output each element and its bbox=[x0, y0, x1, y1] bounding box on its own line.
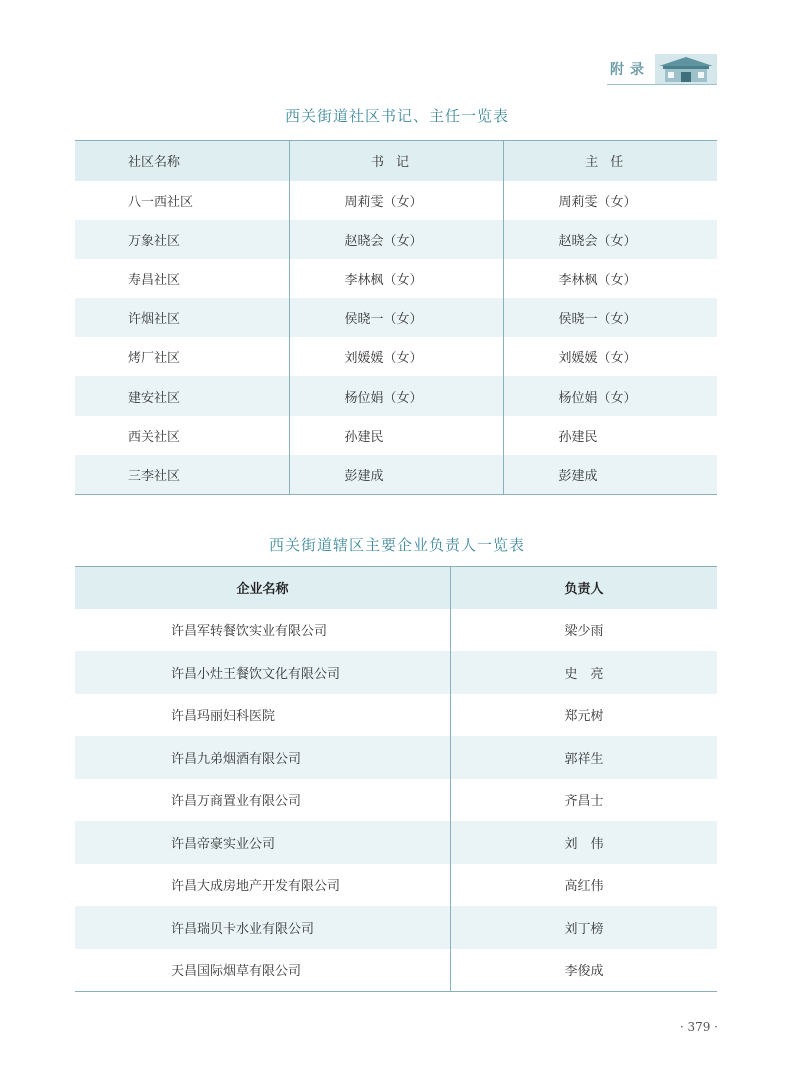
table-row bbox=[75, 779, 717, 822]
table-row bbox=[75, 694, 717, 737]
table-row bbox=[75, 609, 717, 652]
leader-name: 高红伟 bbox=[451, 864, 718, 907]
enterprise-name: 天昌国际烟草有限公司 bbox=[171, 964, 302, 979]
secretary-name: 李林枫（女） bbox=[289, 259, 503, 298]
director-name: 彭建成 bbox=[503, 455, 717, 494]
table1-title: 西关街道社区书记、主任一览表 bbox=[284, 107, 509, 125]
leader-name: 齐昌士 bbox=[451, 779, 718, 822]
enterprise-name: 许昌军转餐饮实业有限公司 bbox=[171, 624, 328, 640]
secretary-name: 彭建成 bbox=[289, 455, 503, 494]
table-header-row bbox=[75, 567, 717, 609]
table-row bbox=[75, 455, 717, 494]
header-section-tag bbox=[607, 54, 717, 84]
secretary-name: 杨位娟（女） bbox=[289, 376, 503, 415]
table-row bbox=[75, 864, 717, 907]
community-name: 寿昌社区 bbox=[128, 272, 181, 288]
enterprise-name: 许昌九弟烟酒有限公司 bbox=[75, 736, 451, 779]
leader-name: 李俊成 bbox=[451, 949, 718, 992]
column-header: 主任 bbox=[503, 141, 717, 181]
table-row bbox=[75, 220, 717, 259]
community-name: 八一西社区 bbox=[128, 194, 194, 210]
community-leaders-table bbox=[75, 140, 717, 495]
community-name: 三李社区 bbox=[75, 455, 289, 494]
gate-building-icon bbox=[655, 54, 717, 84]
table2-title: 西关街道辖区主要企业负责人一览表 bbox=[268, 536, 525, 554]
leader-name: 郑元树 bbox=[451, 694, 718, 737]
enterprise-name: 许昌小灶王餐饮文化有限公司 bbox=[75, 651, 451, 694]
table-row bbox=[75, 906, 717, 949]
table-row bbox=[75, 651, 717, 694]
director-name: 杨位娟（女） bbox=[503, 376, 717, 415]
page-number: · 379 · bbox=[679, 1020, 718, 1034]
table-row bbox=[75, 298, 717, 337]
table-row bbox=[75, 337, 717, 376]
table-header-row bbox=[75, 141, 717, 181]
director-name: 李林枫（女） bbox=[503, 259, 717, 298]
table-row bbox=[75, 181, 717, 220]
column-header: 负责人 bbox=[451, 567, 718, 609]
leader-name: 郭祥生 bbox=[451, 736, 718, 779]
community-name: 西关社区 bbox=[128, 429, 181, 445]
table-row bbox=[75, 949, 717, 992]
secretary-name: 赵晓会（女） bbox=[289, 220, 503, 259]
enterprise-leaders-table bbox=[75, 566, 717, 992]
secretary-name: 侯晓一（女） bbox=[289, 298, 503, 337]
leader-name: 史 亮 bbox=[451, 651, 718, 694]
table-row bbox=[75, 376, 717, 415]
table-row bbox=[75, 259, 717, 298]
table-row bbox=[75, 416, 717, 455]
leader-name: 梁少雨 bbox=[451, 609, 718, 652]
column-header: 书记 bbox=[289, 141, 503, 181]
director-name: 侯晓一（女） bbox=[503, 298, 717, 337]
leader-name: 刘 伟 bbox=[451, 821, 718, 864]
leader-name: 刘丁榜 bbox=[451, 906, 718, 949]
column-header: 企业名称 bbox=[75, 567, 451, 609]
section-label: 附录 bbox=[610, 62, 650, 78]
community-name: 万象社区 bbox=[75, 220, 289, 259]
table-row bbox=[75, 821, 717, 864]
secretary-name: 孙建民 bbox=[289, 416, 503, 455]
enterprise-name: 许昌帝豪实业公司 bbox=[75, 821, 451, 864]
table-row bbox=[75, 736, 717, 779]
enterprise-name: 许昌万商置业有限公司 bbox=[171, 794, 302, 810]
community-name: 烤厂社区 bbox=[128, 351, 181, 367]
enterprise-name: 许昌瑞贝卡水业有限公司 bbox=[75, 906, 451, 949]
community-name: 许烟社区 bbox=[75, 298, 289, 337]
director-name: 周莉雯（女） bbox=[503, 181, 717, 220]
director-name: 刘媛媛（女） bbox=[503, 337, 717, 376]
header-rule bbox=[607, 84, 717, 85]
director-name: 孙建民 bbox=[503, 416, 717, 455]
column-header: 社区名称 bbox=[75, 141, 289, 181]
community-name: 建安社区 bbox=[75, 376, 289, 415]
enterprise-name: 许昌大成房地产开发有限公司 bbox=[171, 879, 341, 895]
director-name: 赵晓会（女） bbox=[503, 220, 717, 259]
secretary-name: 刘媛媛（女） bbox=[289, 337, 503, 376]
secretary-name: 周莉雯（女） bbox=[289, 181, 503, 220]
enterprise-name: 许昌玛丽妇科医院 bbox=[171, 709, 276, 725]
